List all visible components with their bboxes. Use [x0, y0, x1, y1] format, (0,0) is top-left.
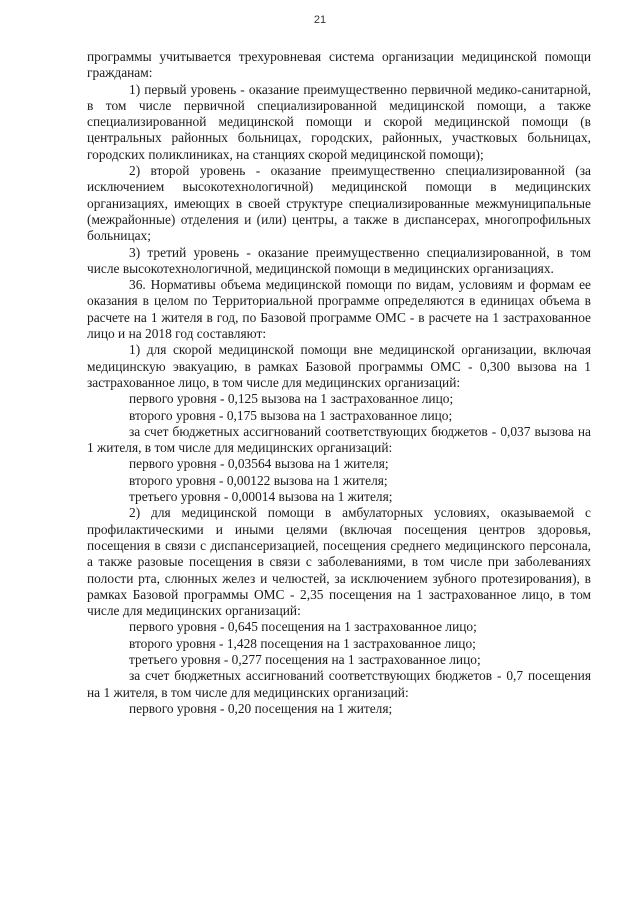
list-item: третьего уровня - 0,00014 вызова на 1 жителя;	[129, 489, 393, 505]
page-number: 21	[313, 14, 327, 26]
paragraph-level-one: 1) первый уровень - оказание преимущественно первичной медико-санитарной, в том числе первичной специализированной медицинской помощи, а также специализированной медицинской помощи и скорой медицинской помощи (в центральных районных больницах, городских, районных, участковых больницах, городских поликлиниках, на станциях скорой медицинской помощи);	[87, 81, 591, 162]
paragraph-intro-continuation: программы учитывается трехуровневая система организации медицинской помощи гражданам:	[87, 49, 591, 81]
list-item: первого уровня - 0,125 вызова на 1 застрахованное лицо;	[129, 391, 454, 407]
list-item: третьего уровня - 0,277 посещения на 1 застрахованное лицо;	[129, 651, 481, 667]
list-item: второго уровня - 1,428 посещения на 1 застрахованное лицо;	[129, 635, 476, 651]
list-item: второго уровня - 0,00122 вызова на 1 жителя;	[129, 472, 388, 488]
paragraph-item-36: 36. Нормативы объема медицинской помощи по видам, условиям и формам ее оказания в целом по Территориальной программе определяются в единицах объема в расчете на 1 жителя в год, по Базовой программе ОМС - в расчете на 1 застрахованное лицо и на 2018 год составляют:	[87, 277, 591, 342]
paragraph-budget-emergency: за счет бюджетных ассигнований соответствующих бюджетов - 0,037 вызова на 1 жителя, в том числе для медицинских организаций:	[87, 423, 591, 456]
list-item: первого уровня - 0,645 посещения на 1 застрахованное лицо;	[129, 619, 477, 635]
paragraph-budget-outpatient: за счет бюджетных ассигнований соответствующих бюджетов - 0,7 посещения на 1 жителя, в том числе для медицинских организаций:	[87, 668, 591, 700]
list-item: первого уровня - 0,20 посещения на 1 жителя;	[129, 700, 393, 716]
paragraph-outpatient-care: 2) для медицинской помощи в амбулаторных условиях, оказываемой с профилактическими и иными целями (включая посещения центров здоровья, посещения в связи с диспансеризацией, посещения среднего медицинского персонала, а также разовые посещения в связи с заболеваниями, в том числе при заболеваниях полости рта, слюнных желез и челюстей, за исключением зубного протезирования), в рамках Базовой программы ОМС - 2,35 посещения на 1 застрахованное лицо, в том числе для медицинских организаций:	[87, 505, 591, 619]
paragraph-emergency-care: 1) для скорой медицинской помощи вне медицинской организации, включая медицинскую эвакуацию, в рамках Базовой программы ОМС - 0,300 вызова на 1 застрахованное лицо, в том числе для медицинских организаций:	[87, 342, 591, 390]
list-item: первого уровня - 0,03564 вызова на 1 жителя;	[129, 456, 389, 472]
document-body	[87, 49, 591, 717]
list-item: второго уровня - 0,175 вызова на 1 застрахованное лицо;	[129, 407, 453, 423]
paragraph-level-three: 3) третий уровень - оказание преимущественно специализированной, в том числе высокотехнологичной, медицинской помощи в медицинских организациях.	[87, 244, 591, 276]
paragraph-level-two: 2) второй уровень - оказание преимущественно специализированной (за исключением высокотехнологичной) медицинской помощи в медицинских организациях, имеющих в своей структуре специализированные межмуниципальные (межрайонные) отделения и (или) центры, а также в диспансерах, многопрофильных больницах;	[87, 163, 591, 244]
